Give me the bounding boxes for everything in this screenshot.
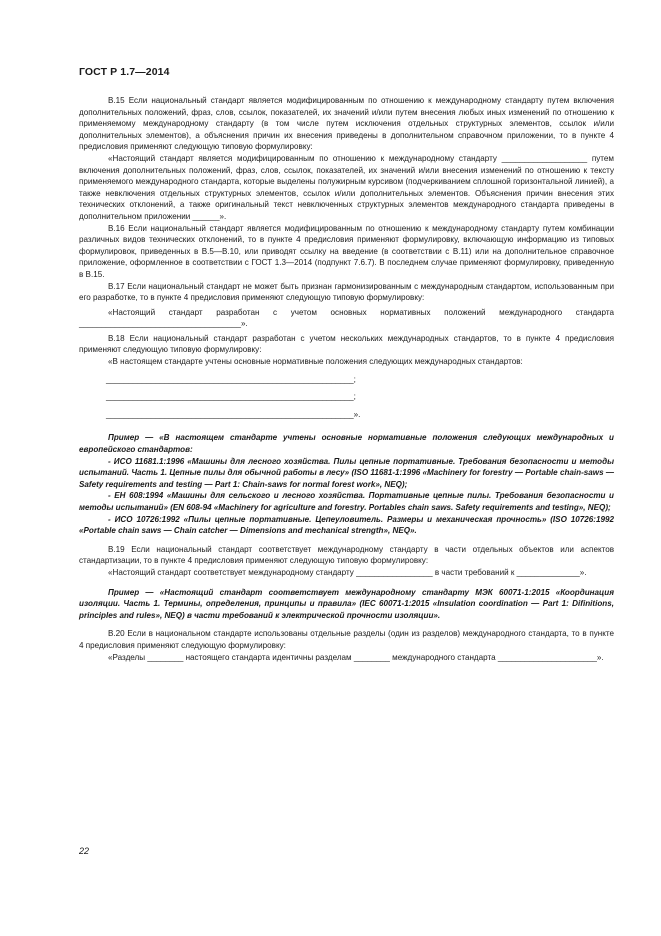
document-header: ГОСТ Р 1.7—2014 <box>79 66 170 78</box>
example-b19: Пример — «Настоящий стандарт соответствует международному стандарту МЭК 60071-1:2015 «Координация изоляции. Часть 1. Термины, определения, принципы и правила» (IEC 60071-1:2015 «Insulation coordination — Part 1: Difinitions, principles and rules», NEQ) в части требований к электрической прочности изоляции». <box>79 587 614 620</box>
paragraph-b17: В.17 Если национальный стандарт не может быть признан гармонизированным с международным стандартом, использованным при его разработке, то в пункте 4 предисловия применяют следующую типовую формулировку: <box>79 281 614 303</box>
page-number: 22 <box>79 846 90 856</box>
blank-line: _______________________________________________________». <box>106 409 361 419</box>
blank-lines-list <box>79 374 614 421</box>
formula-b20: «Разделы ________ настоящего стандарта идентичны разделам ________ международного стандарта ______________________». <box>108 652 604 662</box>
example-b18-item: - ИСО 11681.1:1996 «Машины для лесного хозяйства. Пилы цепные портативные. Требования безопасности и методы испытаний. Часть 1. Цепные пилы для обычной работы в лесу» (ISO 11681-1:1996 «Machinery for forestry — Portable chain-saws — Safety requirements and testing — Part 1: Chain-saws for normal forest work», NEQ); <box>79 456 614 489</box>
paragraph-b18: В.18 Если национальный стандарт разработан с учетом нескольких международных стандартов, то в пункте 4 предисловия применяют следующую типовую формулировку: <box>79 333 614 355</box>
blank-line: _______________________________________________________; <box>106 374 356 384</box>
document-body <box>79 95 614 663</box>
formula-b18: «В настоящем стандарте учтены основные нормативные положения следующих международных стандартов: <box>108 357 523 367</box>
paragraph-b19: В.19 Если национальный стандарт соответствует международному стандарту в части отдельных объектов или аспектов стандартизации, то в пункте 4 предисловия применяют следующую типовую формулировку: <box>79 544 614 566</box>
paragraph-b15: В.15 Если национальный стандарт является модифицированным по отношению к международному стандарту путем включения дополнительных положений, фраз, слов, ссылок, показателей, их значений и/или путем внесения любых иных изменений по отношению к применяемому международному стандарту (в том числе путем исключения отдельных структурных элементов, ссылок и/или дополнительных элементов), а объяснения причин их внесения приведены в дополнительном справочном приложении, то в пункте 4 предисловия применяют следующую типовую формулировку: <box>79 96 614 152</box>
formula-b19: «Настоящий стандарт соответствует международному стандарту _________________ в части требований к ______________». <box>108 567 587 577</box>
blank-line: _______________________________________________________; <box>106 392 356 402</box>
paragraph-b20: В.20 Если в национальном стандарте использованы отдельные разделы (один из разделов) международного стандарта, то в пункте 4 предисловия применяют следующую формулировку: <box>79 629 614 650</box>
formula-b15: «Настоящий стандарт является модифицированным по отношению к международному стандарту ___________________ путем включения дополнительных положений, фраз, слов, ссылок, показателей, их значений и/или внесения изменений по отношению к тексту применяемого международного стандарта, которые выделены полужирным курсивом (подчеркиванием сплошной горизонтальной линией), а также невключения отдельных структурных элементов, ссылок и/или дополнительных элементов. Объяснения причин внесения этих технических отклонений, а также оригинальный текст невключенных структурных элементов международного стандарта приведены в дополнительном приложении ______». <box>79 153 614 221</box>
example-b18-item: - ИСО 10726:1992 «Пилы цепные портативные. Цепеуловитель. Размеры и механическая прочность» (ISO 10726:1992 «Portable chain saws — Chain catcher — Dimensions and mechanical strength», NEQ». <box>79 514 614 536</box>
paragraph-b16: В.16 Если национальный стандарт является модифицированным по отношению к международному стандарту путем комбинации различных видов технических отклонений, то в пункте 4 предисловия применяют формулировку, включающую информацию из типовых формулировок, приведенных в В.5—В.10, или приводят ссылку на введение (в соответствии с В.11) или на дополнительное справочное приложение, оформленное в соответствии с ГОСТ 1.3—2014 (подпункт 7.6.7). В последнем случае применяют формулировку, приведенную в В.15. <box>79 223 614 279</box>
formula-b17: «Настоящий стандарт разработан с учетом основных нормативных положений международного стандарта ____________________________________». <box>79 307 614 329</box>
example-b18-intro: Пример — «В настоящем стандарте учтены основные нормативные положения следующих международных и европейского стандартов: <box>79 433 614 455</box>
example-b18-item: - ЕН 608:1994 «Машины для сельского и лесного хозяйства. Портативные цепные пилы. Требования безопасности и методы испытаний» (EN 608-94 «Machinery for agriculture and forestry. Portables chain saws. Safety requirements and testing», NEQ); <box>79 491 614 512</box>
